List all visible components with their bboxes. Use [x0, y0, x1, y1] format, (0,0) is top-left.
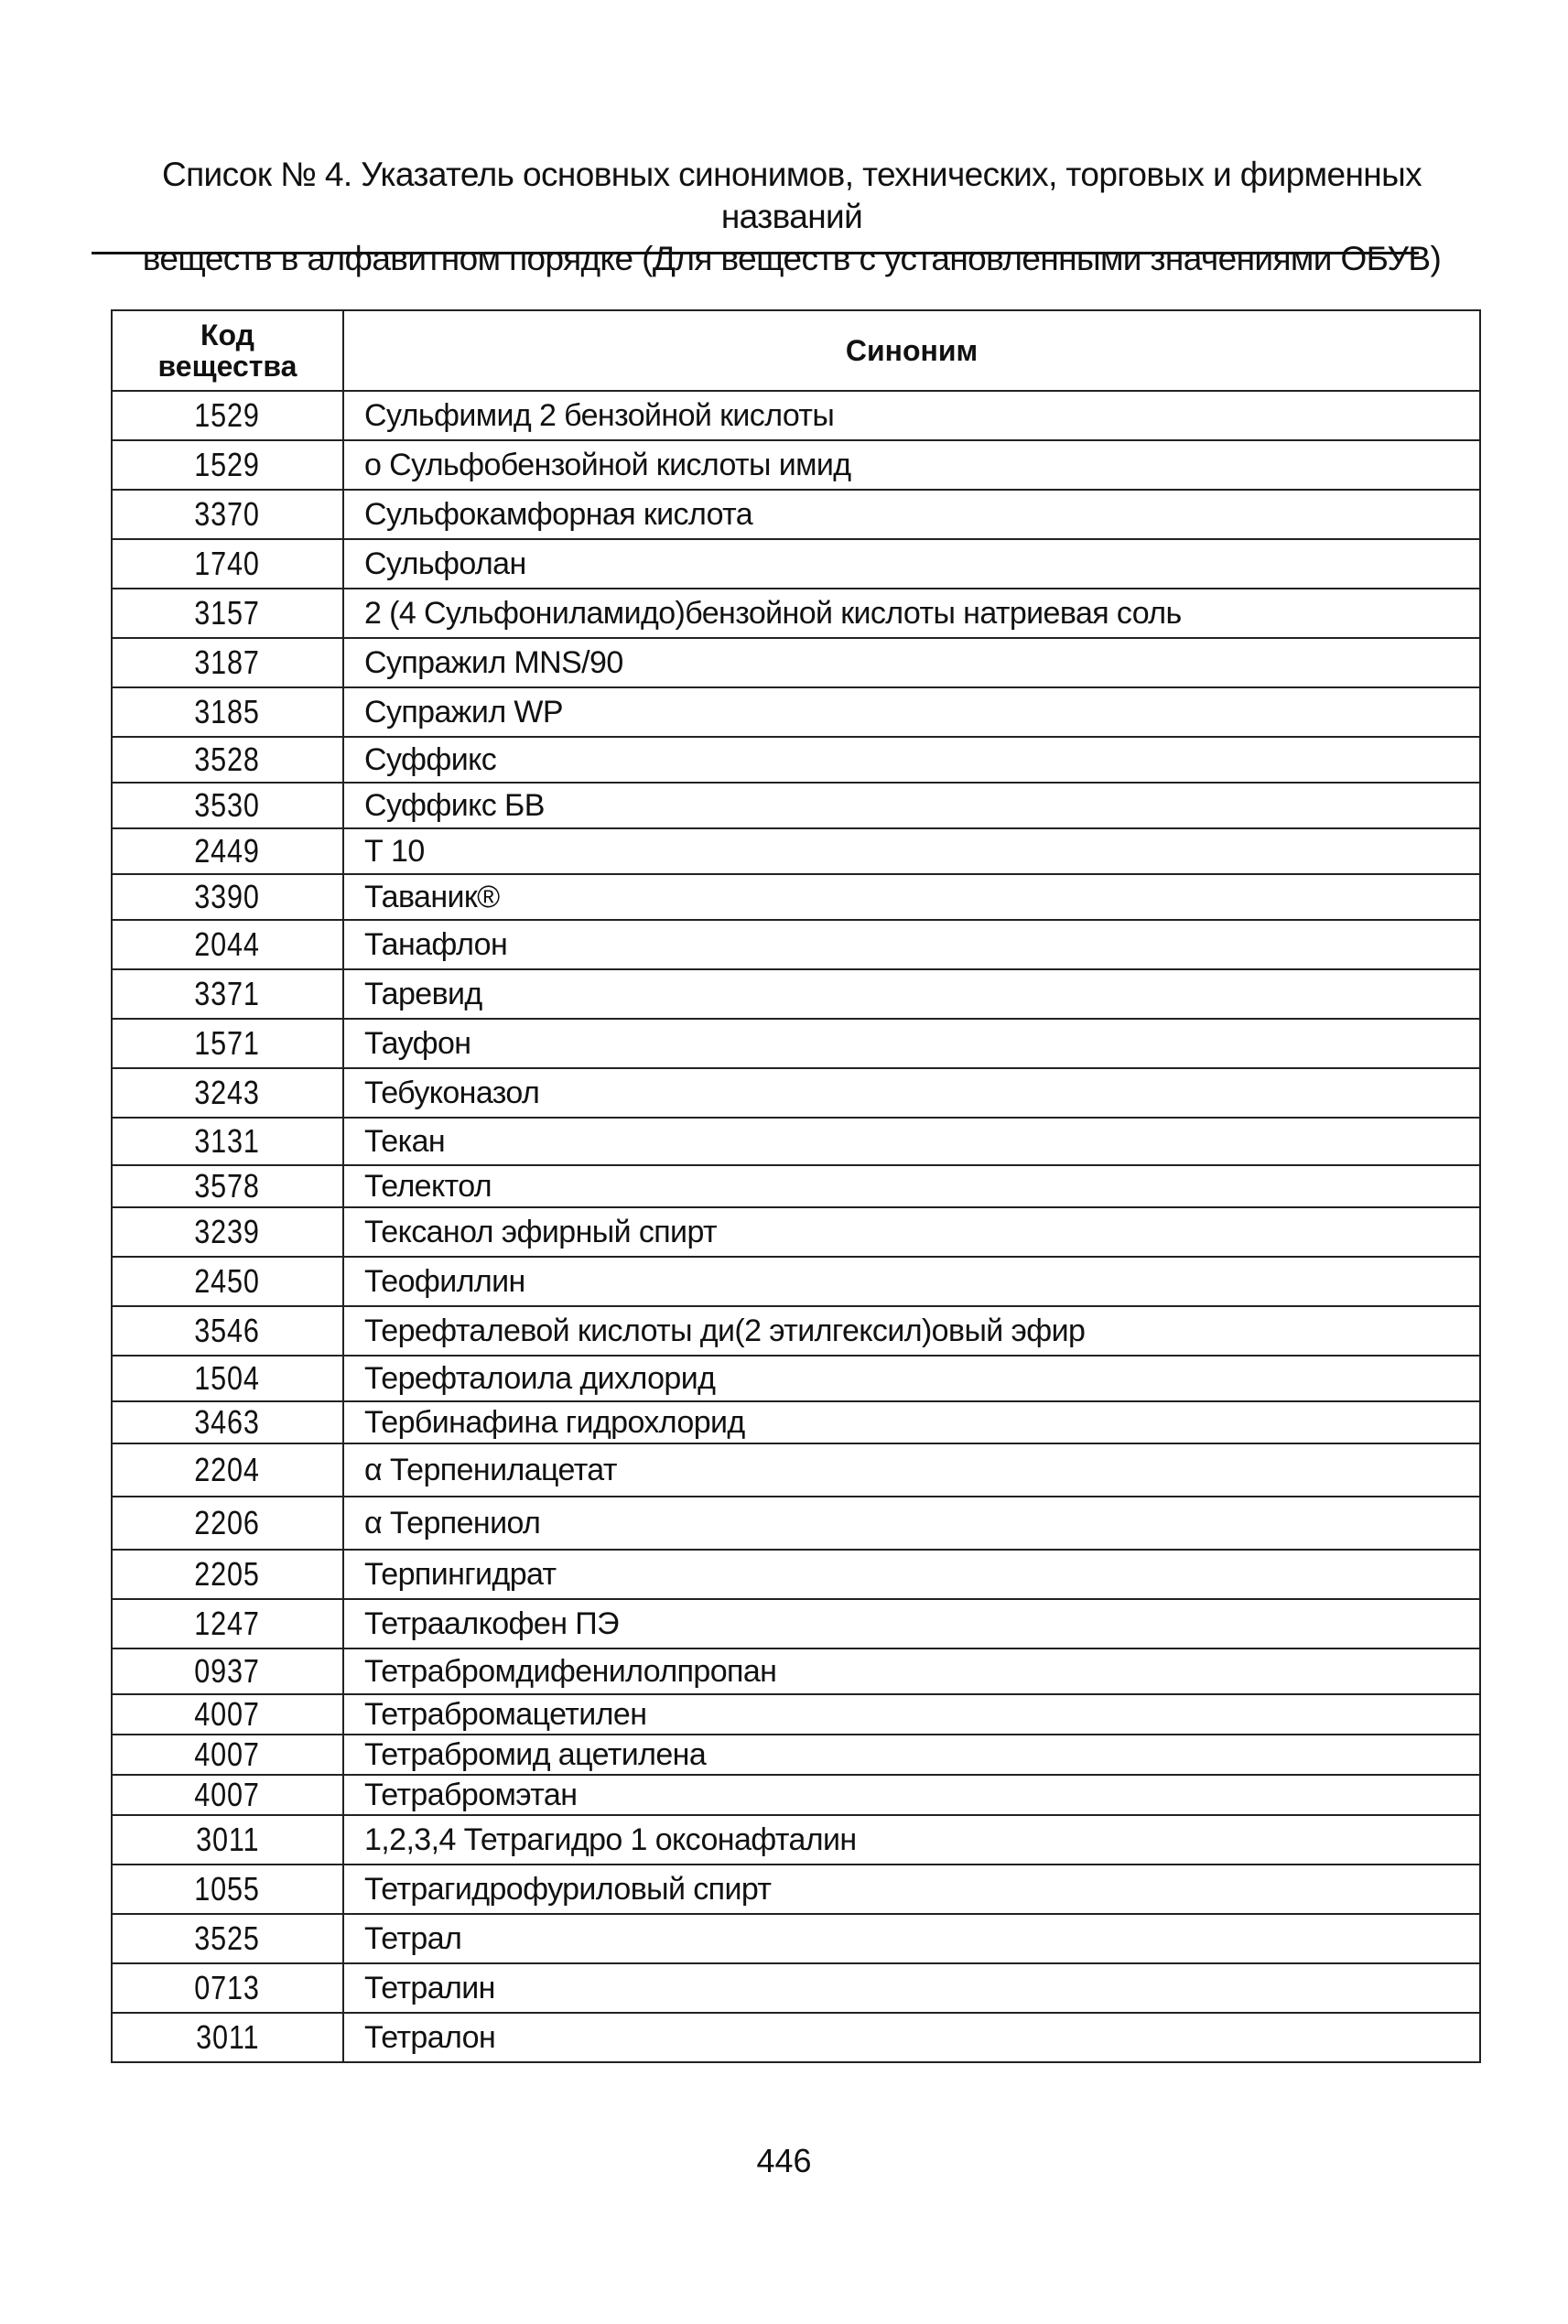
row-code: 4007 [194, 1695, 261, 1733]
synonym-table [111, 309, 1481, 2063]
row-code-cell [112, 1207, 343, 1257]
row-code: 3578 [194, 1167, 261, 1205]
table-row [112, 1963, 1480, 2013]
table-header-row [112, 310, 1480, 391]
row-synonym: Т 10 [343, 828, 1480, 874]
row-code: 1529 [194, 446, 261, 483]
row-code: 3239 [194, 1213, 261, 1250]
row-synonym: Тетрабромэтан [343, 1775, 1480, 1815]
row-synonym: Тексанол эфирный спирт [343, 1207, 1480, 1257]
row-synonym: 2 (4 Сульфониламидо)бензойной кислоты натриевая соль [343, 589, 1480, 638]
row-synonym: Терефталевой кислоты ди(2 этилгексил)овый эфир [343, 1306, 1480, 1356]
title-line-1: Список № 4. Указатель основных синонимов, технических, торговых и фирменных названий [161, 156, 1422, 235]
table-row [112, 1306, 1480, 1356]
row-synonym: Тетралин [343, 1963, 1480, 2013]
row-code: 2206 [194, 1504, 261, 1541]
row-code-cell [112, 1963, 343, 2013]
row-code-cell [112, 1165, 343, 1207]
row-synonym: Сульфимид 2 бензойной кислоты [343, 391, 1480, 440]
row-synonym: Суффикс [343, 737, 1480, 783]
row-code: 3390 [194, 878, 261, 915]
row-code-cell [112, 828, 343, 874]
header-synonym: Синоним [343, 310, 1480, 391]
row-code: 1529 [194, 396, 261, 434]
row-code-cell [112, 737, 343, 783]
row-code: 1247 [194, 1605, 261, 1642]
row-code: 2450 [194, 1262, 261, 1300]
row-code: 1571 [194, 1024, 261, 1062]
row-code: 1740 [194, 545, 261, 582]
row-synonym: 1,2,3,4 Тетрагидро 1 оксонафталин [343, 1815, 1480, 1865]
table-row [112, 1207, 1480, 1257]
table-row [112, 1443, 1480, 1497]
row-code-cell [112, 1019, 343, 1068]
row-code-cell [112, 1118, 343, 1165]
row-synonym: Текан [343, 1118, 1480, 1165]
row-code: 3530 [194, 786, 261, 824]
row-synonym: Тетрабромид ацетилена [343, 1735, 1480, 1775]
row-code-cell [112, 1443, 343, 1497]
row-code: 3185 [194, 693, 261, 730]
table-row [112, 687, 1480, 737]
row-code: 3371 [194, 975, 261, 1012]
row-code-cell [112, 539, 343, 589]
header-code-line-2: вещества [157, 350, 297, 383]
row-synonym: Суффикс БВ [343, 783, 1480, 828]
row-synonym: Теофиллин [343, 1257, 1480, 1306]
row-code-cell [112, 969, 343, 1019]
row-synonym: о Сульфобензойной кислоты имид [343, 440, 1480, 490]
table-row [112, 490, 1480, 539]
header-code-line-1: Код [200, 319, 254, 351]
table-row [112, 737, 1480, 783]
table-row [112, 1165, 1480, 1207]
table-row [112, 440, 1480, 490]
row-code-cell [112, 783, 343, 828]
table-row [112, 920, 1480, 969]
row-code-cell [112, 440, 343, 490]
row-code-cell [112, 1865, 343, 1914]
table-row [112, 783, 1480, 828]
table-row [112, 1815, 1480, 1865]
row-synonym: Танафлон [343, 920, 1480, 969]
table-row [112, 1550, 1480, 1599]
row-synonym: Тетрабромдифенилолпропан [343, 1648, 1480, 1694]
row-code-cell [112, 1599, 343, 1648]
row-code: 1055 [194, 1870, 261, 1908]
row-code-cell [112, 1648, 343, 1694]
row-code-cell [112, 1356, 343, 1401]
row-code-cell [112, 2013, 343, 2062]
row-code: 3011 [195, 1821, 260, 1858]
table-row [112, 1735, 1480, 1775]
row-synonym: Тетралон [343, 2013, 1480, 2062]
row-code-cell [112, 1694, 343, 1735]
row-code: 2205 [194, 1555, 261, 1593]
page-title [92, 154, 1492, 280]
row-code-cell [112, 1497, 343, 1550]
table-row [112, 1914, 1480, 1963]
table-row [112, 1257, 1480, 1306]
row-code: 3528 [194, 740, 261, 778]
row-code-cell [112, 1815, 343, 1865]
row-code-cell [112, 1401, 343, 1443]
row-synonym: Супражил WP [343, 687, 1480, 737]
table-row [112, 638, 1480, 687]
row-code-cell [112, 391, 343, 440]
table-row [112, 1775, 1480, 1815]
row-synonym: α Терпенилацетат [343, 1443, 1480, 1497]
title-underline [92, 252, 1419, 254]
row-synonym: Сульфолан [343, 539, 1480, 589]
table-row [112, 1356, 1480, 1401]
row-synonym: Терпингидрат [343, 1550, 1480, 1599]
title-line-2: веществ в алфавитном порядке (Для веществ с установленными значениями ОБУВ) [142, 240, 1442, 277]
table-row [112, 2013, 1480, 2062]
row-synonym: Тетраалкофен ПЭ [343, 1599, 1480, 1648]
row-code-cell [112, 1306, 343, 1356]
table-body [112, 391, 1480, 2062]
row-code: 0713 [194, 1969, 261, 2006]
row-code: 4007 [194, 1735, 261, 1773]
row-code-cell [112, 1775, 343, 1815]
row-code-cell [112, 1068, 343, 1118]
row-code: 3546 [194, 1312, 261, 1349]
table-row [112, 874, 1480, 920]
row-synonym: Тетрал [343, 1914, 1480, 1963]
table-row [112, 539, 1480, 589]
row-code: 2044 [194, 925, 261, 963]
row-synonym: Тебуконазол [343, 1068, 1480, 1118]
row-code-cell [112, 920, 343, 969]
table-row [112, 828, 1480, 874]
row-code-cell [112, 1914, 343, 1963]
row-code: 3463 [194, 1403, 261, 1441]
row-synonym: Тетрагидрофуриловый спирт [343, 1865, 1480, 1914]
table-row [112, 1019, 1480, 1068]
row-code-cell [112, 1257, 343, 1306]
row-code: 3011 [195, 2018, 260, 2056]
table-row [112, 391, 1480, 440]
row-code: 3157 [194, 594, 261, 632]
row-code: 3243 [194, 1074, 261, 1111]
table-row [112, 1599, 1480, 1648]
table-row [112, 589, 1480, 638]
row-code: 4007 [194, 1776, 261, 1813]
row-code: 3525 [194, 1919, 261, 1957]
row-synonym: Сульфокамфорная кислота [343, 490, 1480, 539]
row-code-cell [112, 638, 343, 687]
row-code: 3131 [194, 1122, 261, 1160]
row-code-cell [112, 874, 343, 920]
row-synonym: Тетрабромацетилен [343, 1694, 1480, 1735]
row-code: 2204 [194, 1451, 261, 1488]
row-code-cell [112, 687, 343, 737]
page-number: 446 [756, 2142, 812, 2179]
row-code: 1504 [194, 1359, 261, 1397]
header-code [112, 310, 343, 391]
table-row [112, 1401, 1480, 1443]
row-synonym: α Терпениол [343, 1497, 1480, 1550]
table-row [112, 1694, 1480, 1735]
table-row [112, 1648, 1480, 1694]
row-code: 2449 [194, 832, 261, 870]
table-row [112, 969, 1480, 1019]
row-code-cell [112, 490, 343, 539]
row-synonym: Терефталоила дихлорид [343, 1356, 1480, 1401]
row-synonym: Супражил MNS/90 [343, 638, 1480, 687]
row-code: 0937 [194, 1652, 261, 1690]
row-synonym: Тауфон [343, 1019, 1480, 1068]
table-row [112, 1068, 1480, 1118]
row-code: 3187 [194, 643, 261, 681]
table-row [112, 1497, 1480, 1550]
row-code: 3370 [194, 495, 261, 533]
table-row [112, 1118, 1480, 1165]
row-code-cell [112, 1550, 343, 1599]
row-synonym: Таваник® [343, 874, 1480, 920]
table-row [112, 1865, 1480, 1914]
row-synonym: Тербинафина гидрохлорид [343, 1401, 1480, 1443]
row-synonym: Таревид [343, 969, 1480, 1019]
row-code-cell [112, 589, 343, 638]
row-synonym: Телектол [343, 1165, 1480, 1207]
row-code-cell [112, 1735, 343, 1775]
